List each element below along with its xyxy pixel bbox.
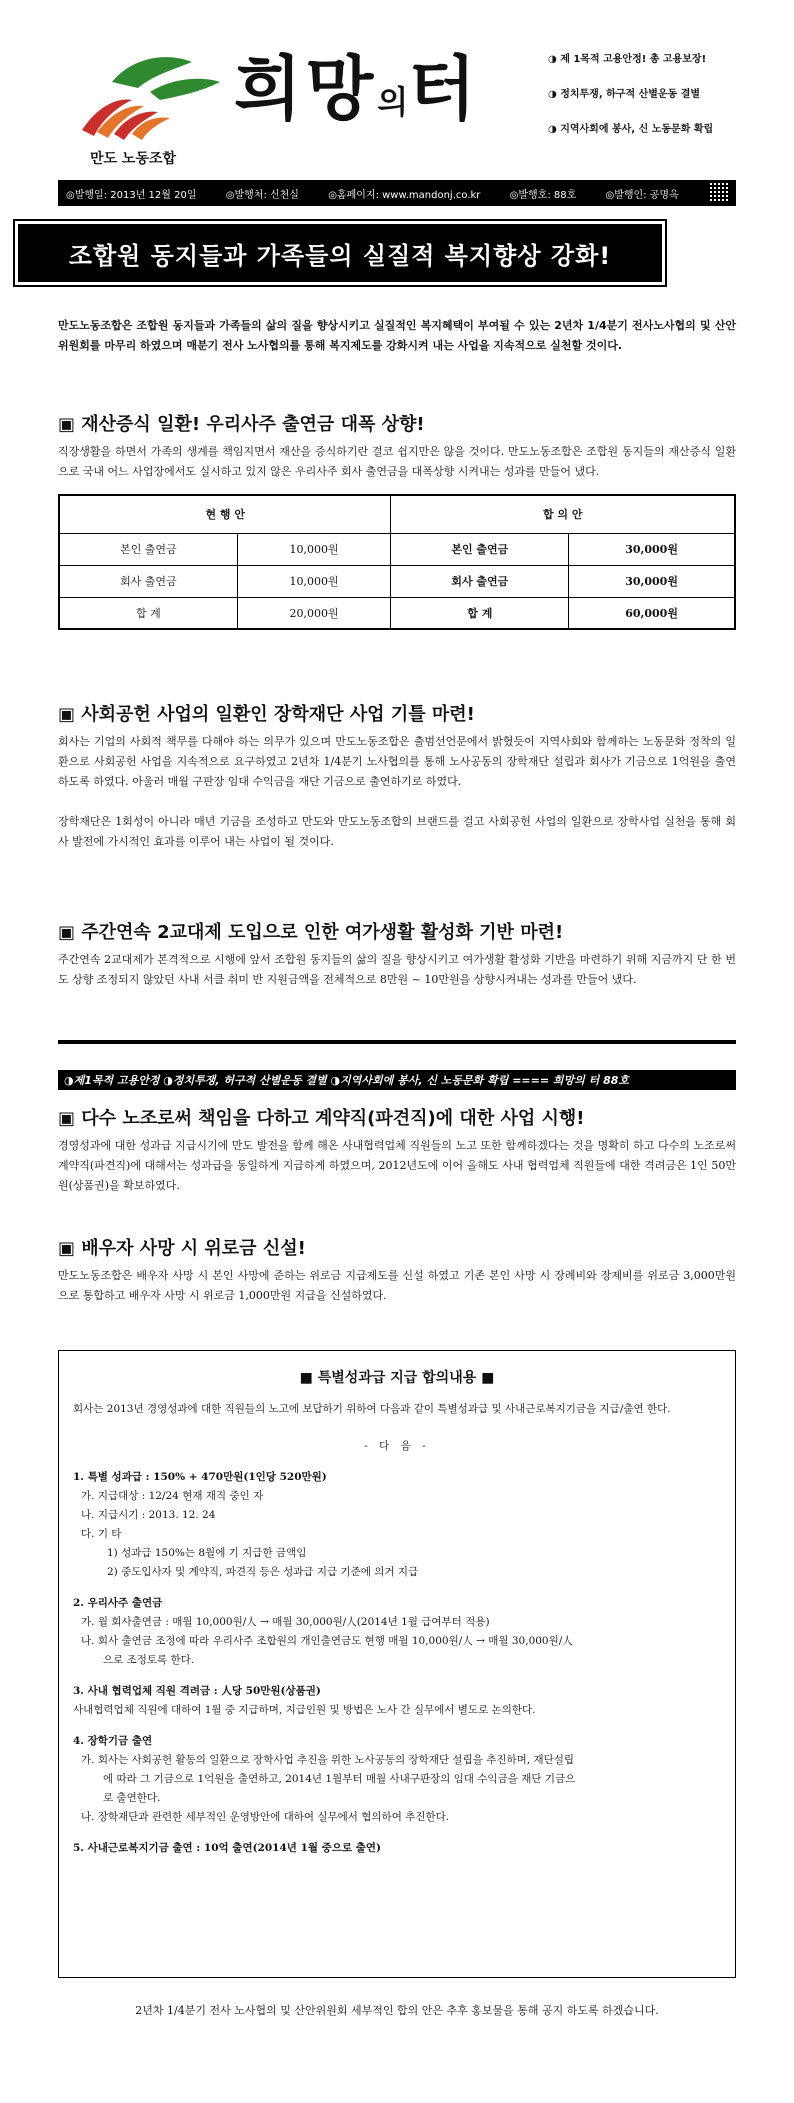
qr-code-icon bbox=[708, 183, 728, 203]
table-cell: 10,000원 bbox=[237, 565, 391, 597]
union-logo-icon bbox=[72, 52, 222, 140]
union-name: 만도 노동조합 bbox=[90, 151, 177, 167]
pub-issue: ◎발행호: 88호 bbox=[509, 189, 577, 201]
table-cell: 30,000원 bbox=[569, 565, 735, 597]
publication-info-bar bbox=[58, 180, 736, 206]
table-cell: 20,000원 bbox=[237, 597, 391, 629]
table-cell: 30,000원 bbox=[569, 533, 735, 565]
section-contract-workers bbox=[58, 1104, 736, 1196]
section-divider bbox=[58, 1040, 736, 1044]
agreement-item-line: 가. 월 회사출연금 : 매월 10,000원/人 → 매월 30,000원/人(2014년 1월 급여부터 적용) bbox=[81, 1616, 490, 1628]
agreement-item-line: 1) 성과급 150%는 8월에 기 지급한 금액임 bbox=[107, 1547, 307, 1559]
agreement-item-line: 나. 지급시기 : 2013. 12. 24 bbox=[81, 1509, 216, 1521]
slogan-footer-bar: ◑제1목적 고용안정 ◑정치투쟁, 허구적 산별운동 결별 ◑지역사회에 봉사, 신 노동문화 확립 ==== 희망의 터 88호 bbox=[58, 1070, 736, 1090]
box-intro: 회사는 2013년 경영성과에 대한 직원들의 노고에 보답하기 위하여 다음과 같이 특별성과급 및 사내근로복지기금을 지급/출연 한다. bbox=[73, 1403, 671, 1415]
pub-homepage[interactable]: ◎홈페이지: www.mandonj.co.kr bbox=[328, 189, 481, 201]
table-cell: 60,000원 bbox=[569, 597, 735, 629]
closing-note: 2년차 1/4분기 전사 노사협의 및 산안위원회 세부적인 합의 안은 추후 홍보물을 통해 공지 하도록 하겠습니다. bbox=[135, 2004, 659, 2017]
section-body: 만도노동조합은 배우자 사망 시 본인 사망에 준하는 위로금 지급제도를 신설 하였고 기존 본인 사망 시 장례비와 장제비를 위로금 3,000만원으로 통합하고 배우자 사망 시 위로금 1,000만원 지급을 신설하였다. bbox=[58, 1269, 736, 1302]
section-title: ▣ 사회공헌 사업의 일환인 장학재단 사업 기틀 마련! bbox=[58, 704, 475, 725]
contribution-table bbox=[58, 494, 736, 630]
slogan-2: ◑ 정치투쟁, 하구적 산별운동 결별 bbox=[548, 89, 701, 100]
table-cell: 본인 출연금 bbox=[391, 533, 569, 565]
section-title: ▣ 배우자 사망 시 위로금 신설! bbox=[58, 1238, 306, 1259]
agreement-item-line: 에 따라 그 기금으로 1억원을 출연하고, 2014년 1월부터 매월 사내구판장의 임대 수익금을 재단 기금으 bbox=[103, 1773, 576, 1785]
agreement-item-line: 2) 중도입사자 및 계약직, 파견직 등은 성과급 지급 기준에 의거 지급 bbox=[107, 1566, 419, 1578]
table-cell: 합 계 bbox=[391, 597, 569, 629]
agreement-item-heading: 4. 장학기금 출연 bbox=[73, 1735, 153, 1747]
lead-paragraph: 만도노동조합은 조합원 동지들과 가족들의 삶의 질을 향상시키고 실질적인 복지혜택이 부여될 수 있는 2년차 1/4분기 전사노사협의 및 산안위원회를 마무리 하였으며 매분기 전사 노사협의를 통해 복지제도를 강화시켜 내는 사업을 지속적으로 실천할 것이다. bbox=[58, 319, 736, 352]
box-title: ■ 특별성과급 지급 합의내용 ■ bbox=[299, 1370, 495, 1386]
pub-date: ◎발행일: 2013년 12월 20일 bbox=[66, 189, 197, 201]
agreement-item-line: 나. 장학재단과 관련한 세부적인 운영방안에 대하여 실무에서 협의하여 추진한다. bbox=[81, 1811, 450, 1823]
title-part1: 희망 bbox=[234, 48, 378, 130]
table-cell: 10,000원 bbox=[237, 533, 391, 565]
title-part3: 터 bbox=[408, 48, 480, 130]
section-body: 회사는 기업의 사회적 책무를 다해야 하는 의무가 있으며 만도노동조합은 출범선언문에서 밝혔듯이 지역사회와 함께하는 노동문화 정착의 일환으로 사회공헌 사업을 지속적으로 요구하였고 2년차 1/4분기 노사협의를 통해 노사공동의 장학재단 설립과 회사가 기금으로 1억원을 출연하도록 하였다. 아울러 매월 구판장 임대 수익금을 재단 기금으로 출연하기로 하였다. bbox=[58, 735, 736, 788]
agreement-item-heading: 2. 우리사주 출연금 bbox=[73, 1597, 163, 1609]
table-header-current: 현 행 안 bbox=[59, 495, 391, 533]
table-row bbox=[59, 597, 735, 629]
agreement-item-line: 사내협력업체 직원에 대하여 1월 중 지급하며, 지급인원 및 방법은 노사 간 실무에서 별도로 논의한다. bbox=[73, 1704, 536, 1716]
table-cell: 합 계 bbox=[59, 597, 237, 629]
section-scholarship bbox=[58, 700, 736, 852]
agreement-item-heading: 5. 사내근로복지기금 출연 : 10억 출연(2014년 1월 중으로 출연) bbox=[73, 1842, 382, 1854]
box-dim: - 다 음 - bbox=[364, 1440, 430, 1452]
pub-editor: ◎발행인: 공명옥 bbox=[605, 189, 679, 201]
slogan-1: ◑ 제 1목적 고용안정! 총 고용보장! bbox=[548, 54, 707, 65]
table-row bbox=[59, 565, 735, 597]
newsletter-title bbox=[234, 48, 480, 130]
bonus-agreement-box bbox=[58, 1350, 736, 1978]
agreement-item-line: 다. 기 타 bbox=[81, 1528, 122, 1540]
section-title: ▣ 주간연속 2교대제 도입으로 인한 여가생활 활성화 기반 마련! bbox=[58, 922, 564, 943]
table-cell: 회사 출연금 bbox=[391, 565, 569, 597]
agreement-item-line: 으로 조정토록 한다. bbox=[103, 1654, 195, 1666]
agreement-item-line: 로 출연한다. bbox=[103, 1792, 161, 1804]
agreement-item-line: 나. 회사 출연금 조정에 따라 우리사주 조합원의 개인출연금도 현행 매월 10,000원/人 → 매월 30,000원/人 bbox=[81, 1635, 573, 1647]
section-body-2: 장학재단은 1회성이 아니라 매년 기금을 조성하고 만도와 만도노동조합의 브랜드를 걸고 사회공헌 사업의 일환으로 장학사업 실천을 통해 회사 발전에 가시적인 효과를 이루어 내는 사업이 될 것이다. bbox=[58, 815, 736, 848]
agreement-item-line: 가. 지급대상 : 12/24 현재 재직 중인 자 bbox=[81, 1490, 264, 1502]
section-leisure bbox=[58, 918, 736, 990]
table-header-row bbox=[59, 495, 735, 533]
agreement-item-heading: 1. 특별 성과급 : 150% + 470만원(1인당 520만원) bbox=[73, 1471, 327, 1483]
section-body: 주간연속 2교대제가 본격적으로 시행에 앞서 조합원 동지들의 삶의 질을 향상시키고 여가생활 활성화 기반을 마련하기 위해 지금까지 단 한 번도 상향 조정되지 않았던 사내 서클 취미 반 지원금액을 전체적으로 8만원 ~ 10만원을 상향시켜내는 성과를 만들어 냈다. bbox=[58, 953, 736, 986]
masthead bbox=[58, 0, 736, 201]
table-cell: 본인 출연금 bbox=[59, 533, 237, 565]
table-row bbox=[59, 533, 735, 565]
agreement-item-heading: 3. 사내 협력업체 직원 격려금 : 人당 50만원(상품권) bbox=[73, 1685, 321, 1697]
title-part2: 의 bbox=[377, 83, 409, 121]
section-body: 경영성과에 대한 성과급 지급시기에 만도 발전을 함께 해온 사내협력업체 직원들의 노고 또한 함께하겠다는 것을 명확히 하고 다수의 노조로써 계약직(파견직)에 대해서는 성과급을 동일하게 지급하게 하였으며, 2012년도에 이어 올해도 사내 협력업체 직원들에 대한 격려금은 1인 50만원(상품권)을 확보하였다. bbox=[58, 1139, 736, 1192]
section-spouse-condolence bbox=[58, 1234, 736, 1306]
table-header-agreed: 합 의 안 bbox=[391, 495, 735, 533]
box-items bbox=[73, 1468, 721, 1858]
section-body: 직장생활을 하면서 가족의 생계를 책임지면서 재산을 증식하기란 결코 쉽지만은 않을 것이다. 만도노동조합은 조합원 동지들의 재산증식 일환으로 국내 어느 사업장에서도 실시하고 있지 않은 우리사주 회사 출연금을 대폭상향 시켜내는 성과를 만들어 냈다. bbox=[58, 445, 736, 478]
headline-banner: 조합원 동지들과 가족들의 실질적 복지향상 강화! bbox=[18, 224, 662, 282]
slogan-3: ◑ 지역사회에 봉사, 신 노동문화 확립 bbox=[548, 124, 714, 135]
section-title: ▣ 재산증식 일환! 우리사주 출연금 대폭 상향! bbox=[58, 414, 425, 435]
section-stock-ownership bbox=[58, 410, 736, 630]
agreement-item-line: 가. 회사는 사회공헌 활동의 일환으로 장학사업 추진을 위한 노사공동의 장학재단 설립을 추진하며, 재단설립 bbox=[81, 1754, 575, 1766]
section-title: ▣ 다수 노조로써 책임을 다하고 계약직(파견직)에 대한 사업 시행! bbox=[58, 1108, 585, 1129]
slogan-list bbox=[548, 50, 748, 155]
pub-publisher: ◎발행처: 신천실 bbox=[225, 189, 299, 201]
table-cell: 회사 출연금 bbox=[59, 565, 237, 597]
